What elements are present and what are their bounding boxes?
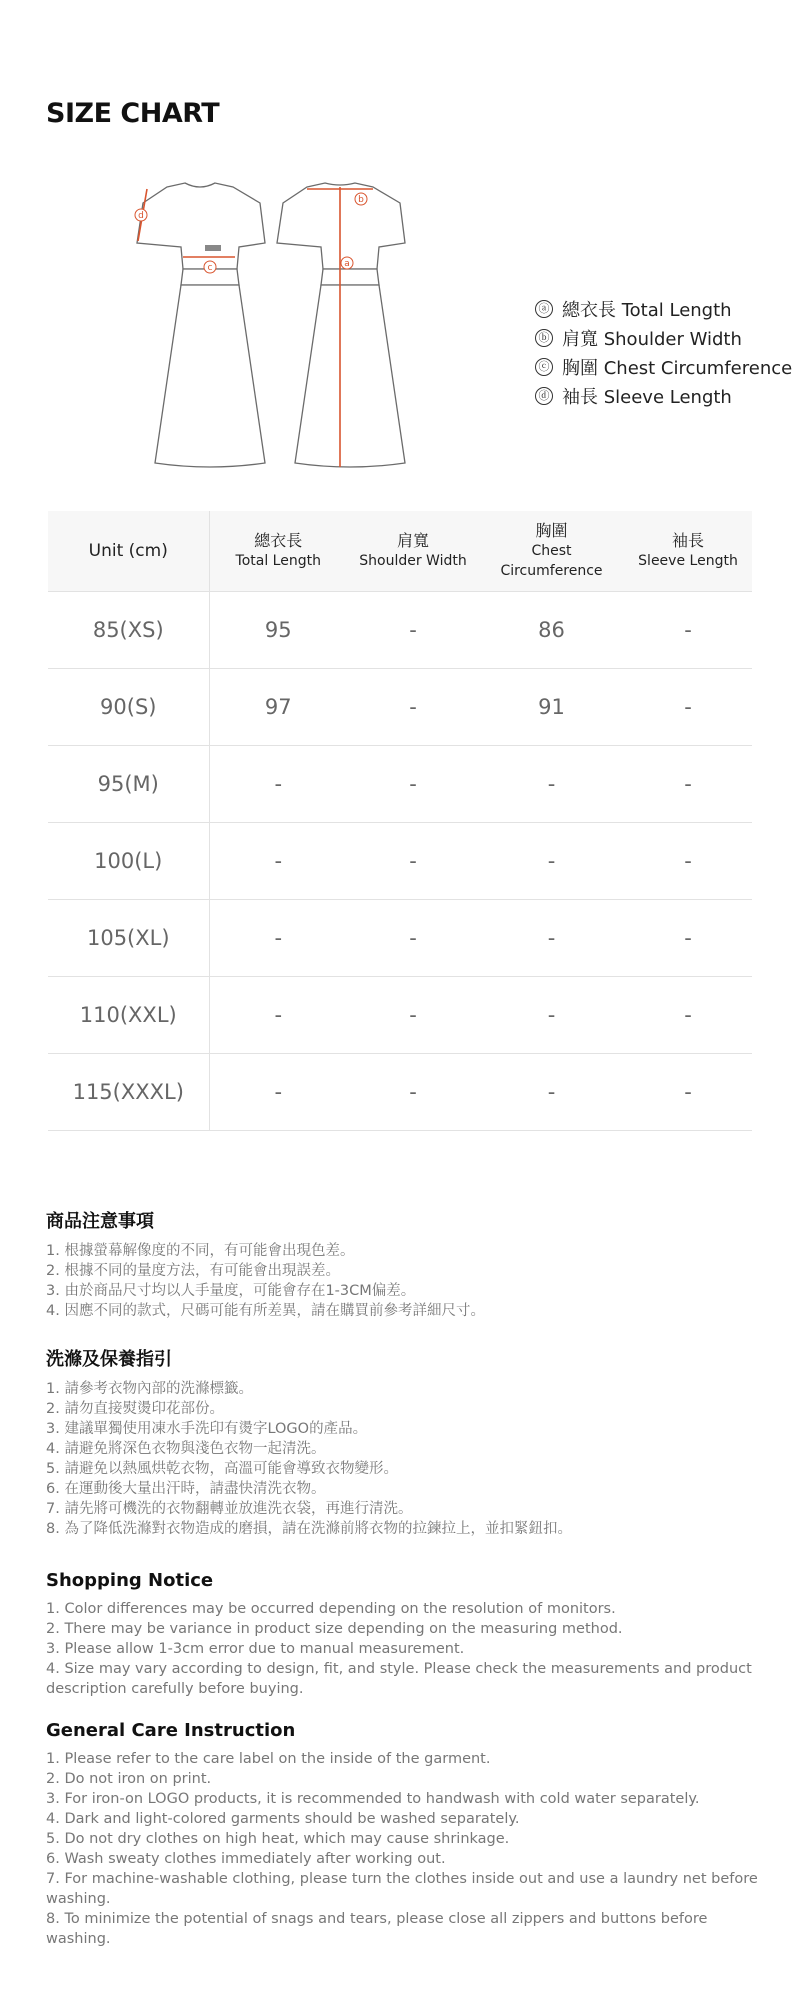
legend-item-chest-circumference <box>535 352 792 381</box>
table-row <box>48 669 752 746</box>
value-cell: - <box>624 900 752 977</box>
value-cell: - <box>624 746 752 823</box>
list-item: 2. Do not iron on print. <box>46 1771 212 1787</box>
col-header-zh: 胸圍 <box>535 521 568 540</box>
col-header-en: Chest Circumference <box>500 543 603 579</box>
notes-section-en-care <box>46 1720 766 1949</box>
list-item: 6. 在運動後大量出汗時，請盡快清洗衣物。 <box>46 1481 326 1497</box>
section-heading: 洗滌及保養指引 <box>46 1349 172 1370</box>
section-heading: General Care Instruction <box>46 1720 296 1741</box>
notes-section-zh-care <box>46 1345 766 1539</box>
list-item: 1. 根據螢幕解像度的不同，有可能會出現色差。 <box>46 1243 355 1259</box>
front-logo <box>205 245 221 251</box>
legend-item-shoulder-width <box>535 323 792 352</box>
unit-header: Unit (cm) <box>48 511 209 592</box>
legend-label: 袖長 Sleeve Length <box>562 386 732 408</box>
page-title: SIZE CHART <box>46 98 220 129</box>
value-cell: 97 <box>209 669 347 746</box>
list-item: 2. 請勿直接熨燙印花部份。 <box>46 1401 224 1417</box>
value-cell: - <box>347 592 479 669</box>
marker-a: a <box>344 259 350 269</box>
dress-diagram <box>125 175 415 475</box>
list-item: 3. For iron-on LOGO products, it is recommended to handwash with cold water separately. <box>46 1791 700 1807</box>
list-item: 4. 因應不同的款式，尺碼可能有所差異，請在購買前參考詳細尺寸。 <box>46 1303 485 1319</box>
legend-marker: ⓐ <box>535 300 553 318</box>
legend-item-sleeve-length <box>535 381 792 410</box>
value-cell: - <box>624 592 752 669</box>
list-item: 1. Color differences may be occurred depending on the resolution of monitors. <box>46 1601 616 1617</box>
col-header-zh: 肩寬 <box>396 531 429 550</box>
list-item: 6. Wash sweaty clothes immediately after working out. <box>46 1851 446 1867</box>
measurement-legend <box>535 294 792 410</box>
dress-back <box>277 183 405 467</box>
list-item: 2. There may be variance in product size depending on the measuring method. <box>46 1621 623 1637</box>
col-header-sleeve-length <box>624 511 752 592</box>
col-header-shoulder-width <box>347 511 479 592</box>
dress-front <box>137 183 265 467</box>
value-cell: - <box>209 823 347 900</box>
value-cell: - <box>209 977 347 1054</box>
list-item: 3. Please allow 1-3cm error due to manual measurement. <box>46 1641 465 1657</box>
col-header-en: Total Length <box>235 553 321 569</box>
value-cell: - <box>479 746 624 823</box>
list-item: 1. Please refer to the care label on the inside of the garment. <box>46 1751 491 1767</box>
section-heading: 商品注意事項 <box>46 1211 154 1232</box>
col-header-en: Shoulder Width <box>359 553 467 569</box>
value-cell: - <box>479 900 624 977</box>
legend-marker: ⓓ <box>535 387 553 405</box>
legend-marker: ⓑ <box>535 329 553 347</box>
value-cell: - <box>624 669 752 746</box>
value-cell: - <box>347 900 479 977</box>
table-row <box>48 1054 752 1131</box>
col-header-zh: 總衣長 <box>254 531 303 550</box>
table-row <box>48 823 752 900</box>
value-cell: - <box>209 900 347 977</box>
list-item: 3. 由於商品尺寸均以人手量度，可能會存在1-3CM偏差。 <box>46 1283 416 1299</box>
list-item: 2. 根據不同的量度方法，有可能會出現誤差。 <box>46 1263 340 1279</box>
table-row <box>48 900 752 977</box>
legend-label: 總衣長 Total Length <box>562 299 732 321</box>
list-item: 4. Dark and light-colored garments should be washed separately. <box>46 1811 520 1827</box>
list-item: 5. Do not dry clothes on high heat, which may cause shrinkage. <box>46 1831 510 1847</box>
value-cell: - <box>624 1054 752 1131</box>
list-item: 4. Size may vary according to design, fit, and style. Please check the measurements and product description carefully before buying. <box>46 1661 752 1697</box>
col-header-zh: 袖長 <box>671 531 704 550</box>
list-item: 7. 請先將可機洗的衣物翻轉並放進洗衣袋，再進行清洗。 <box>46 1501 413 1517</box>
size-cell: 115(XXXL) <box>48 1054 209 1131</box>
value-cell: - <box>479 977 624 1054</box>
value-cell: - <box>624 823 752 900</box>
col-header-total-length <box>209 511 347 592</box>
notes-section-en-shopping <box>46 1570 766 1699</box>
size-cell: 95(M) <box>48 746 209 823</box>
value-cell: 95 <box>209 592 347 669</box>
list-item: 3. 建議單獨使用凍水手洗印有燙字LOGO的產品。 <box>46 1421 368 1437</box>
table-header-row <box>48 511 752 592</box>
notes-section-zh-shopping <box>46 1207 766 1321</box>
list-item: 5. 請避免以熱風烘乾衣物，高溫可能會導致衣物變形。 <box>46 1461 398 1477</box>
col-header-en: Sleeve Length <box>638 553 738 569</box>
list-item: 4. 請避免將深色衣物與淺色衣物一起清洗。 <box>46 1441 326 1457</box>
size-cell: 100(L) <box>48 823 209 900</box>
size-cell: 105(XL) <box>48 900 209 977</box>
list-item: 7. For machine-washable clothing, please turn the clothes inside out and use a laundry net before washing. <box>46 1871 758 1907</box>
size-cell: 85(XS) <box>48 592 209 669</box>
legend-label: 胸圍 Chest Circumference <box>562 357 793 379</box>
value-cell: - <box>624 977 752 1054</box>
table-row <box>48 977 752 1054</box>
size-cell: 90(S) <box>48 669 209 746</box>
legend-label: 肩寬 Shoulder Width <box>562 328 742 350</box>
list-item: 1. 請參考衣物內部的洗滌標籤。 <box>46 1381 253 1397</box>
value-cell: - <box>479 1054 624 1131</box>
marker-b: b <box>358 195 364 205</box>
legend-marker: ⓒ <box>535 358 553 376</box>
list-item: 8. 為了降低洗滌對衣物造成的磨損，請在洗滌前將衣物的拉鍊拉上，並扣緊鈕扣。 <box>46 1521 572 1537</box>
marker-d: d <box>138 211 144 221</box>
value-cell: - <box>347 1054 479 1131</box>
value-cell: - <box>209 1054 347 1131</box>
legend-item-total-length <box>535 294 792 323</box>
table-row <box>48 746 752 823</box>
size-cell: 110(XXL) <box>48 977 209 1054</box>
value-cell: 91 <box>479 669 624 746</box>
value-cell: - <box>347 823 479 900</box>
marker-c: c <box>207 263 213 273</box>
value-cell: - <box>347 669 479 746</box>
value-cell: - <box>479 823 624 900</box>
value-cell: 86 <box>479 592 624 669</box>
col-header-chest-circumference <box>479 511 624 592</box>
size-table <box>48 511 752 1131</box>
section-heading: Shopping Notice <box>46 1570 214 1591</box>
list-item: 8. To minimize the potential of snags and tears, please close all zippers and buttons before washing. <box>46 1911 708 1947</box>
table-row <box>48 592 752 669</box>
value-cell: - <box>347 746 479 823</box>
value-cell: - <box>347 977 479 1054</box>
value-cell: - <box>209 746 347 823</box>
